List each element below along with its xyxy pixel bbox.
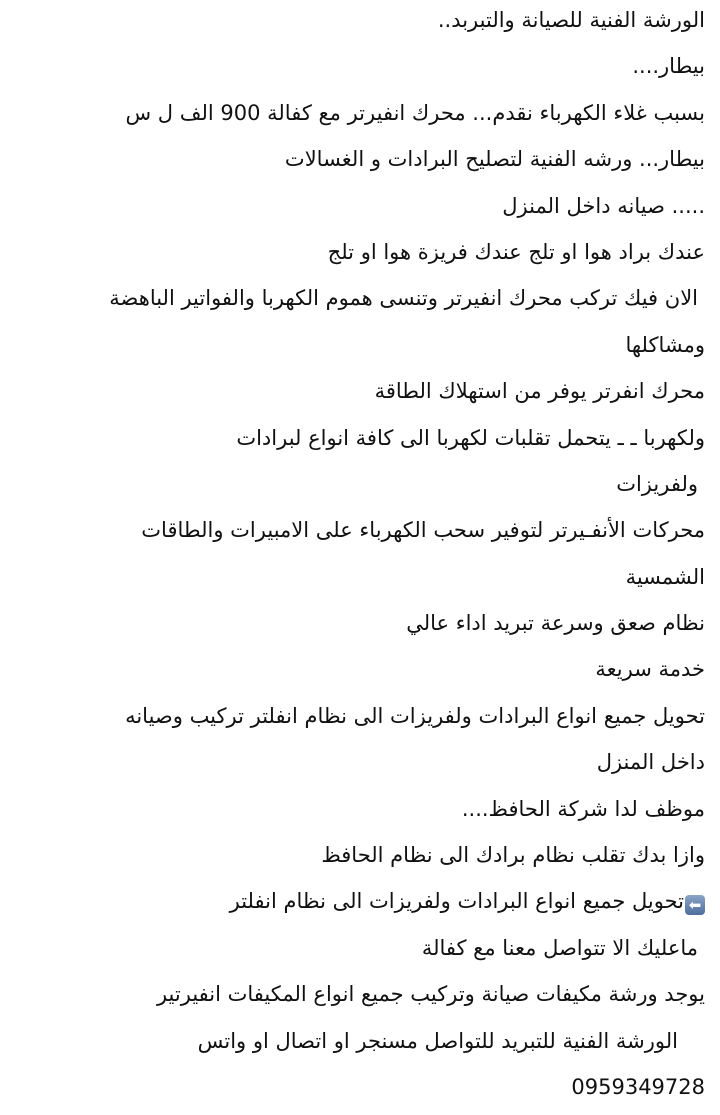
phone-number-line xyxy=(0,1067,720,1113)
text-line: محرك انفرتر يوفر من استهلاك الطاقة xyxy=(374,379,705,404)
text-line: نظام صعق وسرعة تبريد اداء عالي xyxy=(406,611,705,636)
text-line-with-arrow xyxy=(0,881,720,927)
text-line: الشمسية xyxy=(625,564,705,589)
left-arrow-icon: ⬅ xyxy=(685,895,705,915)
text-line: الورشة الفنية للتبريد للتواصل مسنجر او اتصال او واتس xyxy=(197,1028,678,1053)
text-line: بسبب غلاء الكهرباء نقدم... محرك انفيرتر مع كفالة 900 الف ل س xyxy=(125,100,705,125)
title-line: الورشة الفنية للصيانة والتبربد.. xyxy=(437,8,705,32)
text-line: تحويل جميع انواع البرادات ولفريزات الى نظام انفلتر تركيب وصيانه xyxy=(125,703,705,728)
text-line: موظف لدا شركة الحافظ.... xyxy=(461,796,705,821)
text-line: يوجد ورشة مكيفات صيانة وتركيب جميع انواع المكيفات انفيرتير xyxy=(156,982,705,1007)
text-line: داخل المنزل xyxy=(596,750,705,775)
text-line: ماعليك الا تتواصل معنا مع كفالة xyxy=(421,935,698,960)
text-line: ولفريزات xyxy=(616,471,698,496)
text-line: ..... صيانه داخل المنزل xyxy=(502,193,705,218)
text-line: الان فيك تركب محرك انفيرتر وتنسى هموم الكهربا والفواتير الباهضة xyxy=(109,286,698,311)
phone-number: 0959349728 xyxy=(571,1074,705,1099)
text-line: خدمة سريعة xyxy=(595,657,705,682)
text-line: ولكهربا ـ ـ يتحمل تقلبات لكهربا الى كافة انواع لبرادات xyxy=(236,425,705,450)
text-line: بيطار.... xyxy=(632,54,705,79)
text-line: بيطار... ورشه الفنية لتصليح البرادات و الغسالات xyxy=(284,147,705,172)
text-line: محركات الأنفـيرتر لتوفير سحب الكهرباء على الامبيرات والطاقات xyxy=(141,518,705,543)
text-line: ومشاكلها xyxy=(625,332,705,357)
text-line: تحويل جميع انواع البرادات ولفريزات الى نظام انفلتر xyxy=(229,889,684,914)
text-line: وازا بدك تقلب نظام برادك الى نظام الحافظ xyxy=(321,843,705,868)
text-line: عندك براد هوا او تلج عندك فريزة هوا او تلج xyxy=(327,239,705,264)
